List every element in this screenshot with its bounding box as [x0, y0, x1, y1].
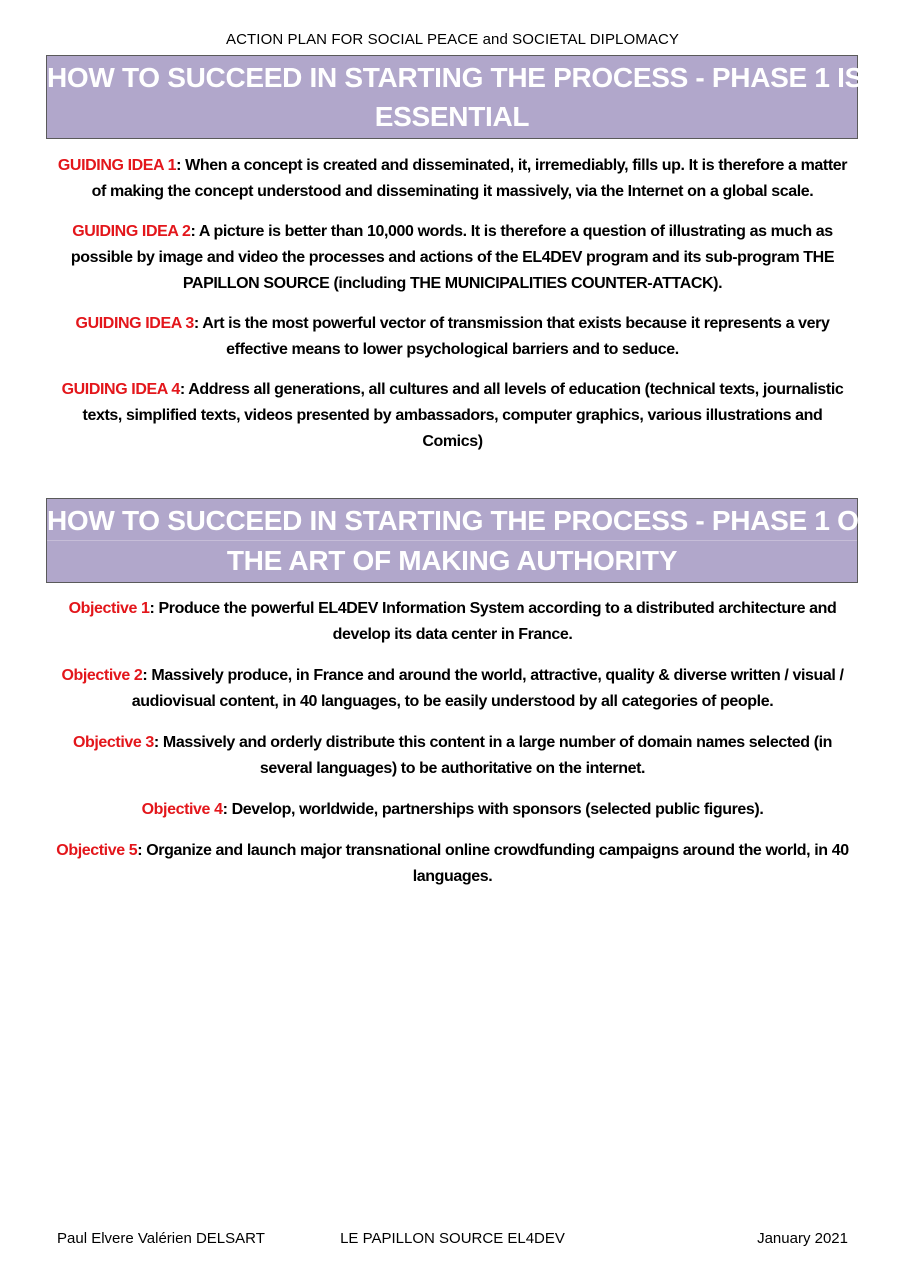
footer-author: Paul Elvere Valérien DELSART — [57, 1230, 265, 1247]
objective-3-label: Objective 3 — [72, 734, 154, 751]
guiding-idea-1-label: GUIDING IDEA 1 — [57, 157, 177, 174]
guiding-idea-1-paragraph — [55, 153, 850, 205]
guiding-idea-2-text: : A picture is better than 10,000 words. It is therefore a question of illustrating as much as possible by image and video the processes and actions of the EL4DEV program and its sub-program THE PAPILLON SOURCE (including THE MUNICIPALITIES COUNTER-ATTACK). — [70, 223, 835, 292]
objective-5-text: : Organize and launch major transnational online crowdfunding campaigns around the world, in 40 languages. — [137, 842, 849, 885]
objective-4-text: : Develop, worldwide, partnerships with sponsors (selected public figures). — [222, 801, 764, 818]
guiding-idea-2-label: GUIDING IDEA 2 — [72, 223, 191, 240]
section-1-banner-line-2: ESSENTIAL — [374, 101, 530, 132]
footer-document-title: LE PAPILLON SOURCE EL4DEV — [340, 1230, 565, 1247]
guiding-idea-4-paragraph — [55, 377, 850, 455]
guiding-idea-3-text: : Art is the most powerful vector of transmission that exists because it represents a very effective means to lower psychological barriers and to seduce. — [193, 315, 830, 358]
section-2-banner-line-2: THE ART OF MAKING AUTHORITY — [47, 540, 857, 580]
guiding-idea-2-paragraph — [55, 219, 850, 297]
objective-2-text: : Massively produce, in France and around the world, attractive, quality & diverse written / visual / audiovisual content, in 40 languages, to be easily understood by all categories of people. — [131, 667, 844, 710]
guiding-idea-4-label: GUIDING IDEA 4 — [61, 381, 180, 398]
guiding-idea-3-label: GUIDING IDEA 3 — [75, 315, 194, 332]
objective-5-paragraph — [55, 838, 850, 890]
objective-1-paragraph — [55, 596, 850, 648]
section-2-banner — [46, 498, 879, 583]
objective-1-text: : Produce the powerful EL4DEV Information System according to a distributed architecture and develop its data center in France. — [149, 600, 837, 643]
objective-3-paragraph — [55, 730, 850, 782]
document-footer — [57, 1230, 848, 1248]
objective-4-label: Objective 4 — [141, 801, 223, 818]
section-1-banner — [46, 55, 863, 139]
section-1-banner-line-1: HOW TO SUCCEED IN STARTING THE PROCESS - PHASE 1 IS — [47, 62, 863, 93]
objective-4-paragraph — [55, 797, 850, 823]
objective-1-label: Objective 1 — [68, 600, 150, 617]
objective-2-label: Objective 2 — [61, 667, 143, 684]
guiding-idea-1-text: : When a concept is created and disseminated, it, irremediably, fills up. It is therefore a matter of making the concept understood and disseminating it massively, via the Internet on a global scale. — [91, 157, 848, 200]
guiding-ideas-section — [55, 139, 850, 455]
section-2-banner-line-1: HOW TO SUCCEED IN STARTING THE PROCESS - PHASE 1 OR — [47, 505, 879, 536]
objective-5-label: Objective 5 — [56, 842, 138, 859]
objective-3-text: : Massively and orderly distribute this content in a large number of domain names selected (in several languages) to be authoritative on the internet. — [153, 734, 833, 777]
document-header-title: ACTION PLAN FOR SOCIAL PEACE and SOCIETAL DIPLOMACY — [226, 31, 679, 48]
objective-2-paragraph — [55, 663, 850, 715]
objectives-section — [55, 583, 850, 890]
guiding-idea-4-text: : Address all generations, all cultures and all levels of education (technical texts, journalistic texts, simplified texts, videos presented by ambassadors, computer graphics, various illustrations and Comics) — [82, 381, 844, 450]
footer-date: January 2021 — [757, 1230, 848, 1247]
guiding-idea-3-paragraph — [55, 311, 850, 363]
